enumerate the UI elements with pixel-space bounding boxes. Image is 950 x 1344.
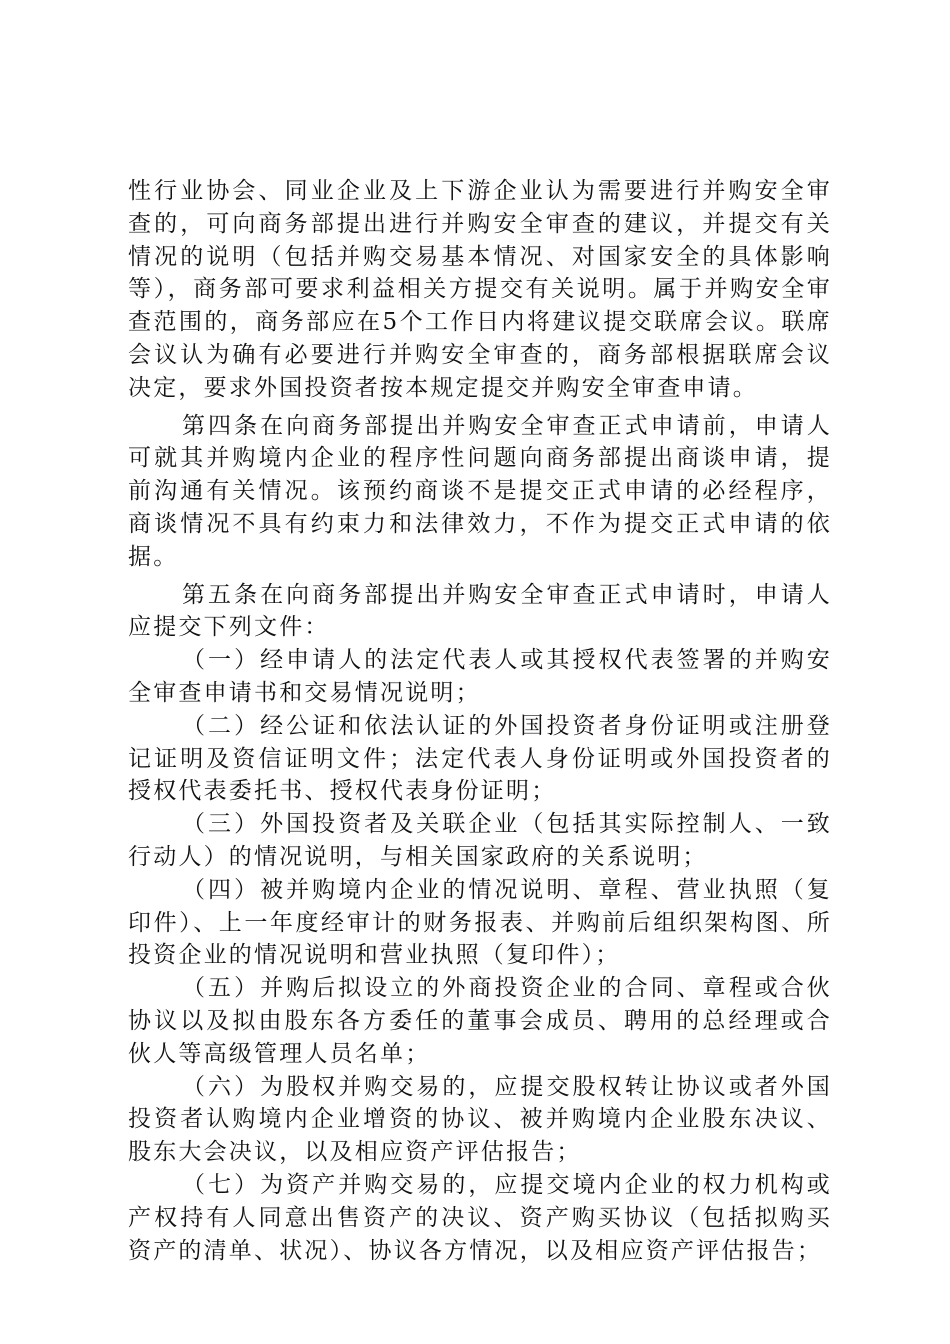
paragraph-continuation: 性行业协会、同业企业及上下游企业认为需要进行并购安全审查的，可向商务部提出进行并购安全审查的建议，并提交有关情况的说明（包括并购交易基本情况、对国家安全的具体影响等），商务部可要求利益相关方提交有关说明。属于并购安全审查范围的，商务部应在5个工作日内将建议提交联席会议。联席会议认为确有必要进行并购安全审查的，商务部根据联席会议决定，要求外国投资者按本规定提交并购安全审查申请。	[128, 178, 832, 401]
paragraph-article-5: 第五条在向商务部提出并购安全审查正式申请时，申请人应提交下列文件：	[128, 581, 832, 641]
list-item-2: （二）经公证和依法认证的外国投资者身份证明或注册登记证明及资信证明文件；法定代表人身份证明或外国投资者的授权代表委托书、授权代表身份证明；	[128, 712, 832, 805]
list-item-4: （四）被并购境内企业的情况说明、章程、营业执照（复印件）、上一年度经审计的财务报表、并购前后组织架构图、所投资企业的情况说明和营业执照（复印件）；	[128, 876, 832, 969]
list-item-1: （一）经申请人的法定代表人或其授权代表签署的并购安全审查申请书和交易情况说明；	[128, 647, 832, 706]
list-item-6: （六）为股权并购交易的，应提交股权转让协议或者外国投资者认购境内企业增资的协议、被并购境内企业股东决议、股东大会决议，以及相应资产评估报告；	[128, 1073, 832, 1166]
paragraph-article-4: 第四条在向商务部提出并购安全审查正式申请前，申请人可就其并购境内企业的程序性问题向商务部提出商谈申请，提前沟通有关情况。该预约商谈不是提交正式申请的必经程序，商谈情况不具有约束力和法律效力，不作为提交正式申请的依据。	[128, 412, 832, 570]
list-item-7: （七）为资产并购交易的，应提交境内企业的权力机构或产权持有人同意出售资产的决议、资产购买协议（包括拟购买资产的清单、状况）、协议各方情况，以及相应资产评估报告；	[128, 1171, 832, 1264]
document-page	[128, 175, 832, 1267]
list-item-3: （三）外国投资者及关联企业（包括其实际控制人、一致行动人）的情况说明，与相关国家政府的关系说明；	[128, 811, 832, 870]
list-item-5: （五）并购后拟设立的外商投资企业的合同、章程或合伙协议以及拟由股东各方委任的董事会成员、聘用的总经理或合伙人等高级管理人员名单；	[128, 975, 832, 1067]
